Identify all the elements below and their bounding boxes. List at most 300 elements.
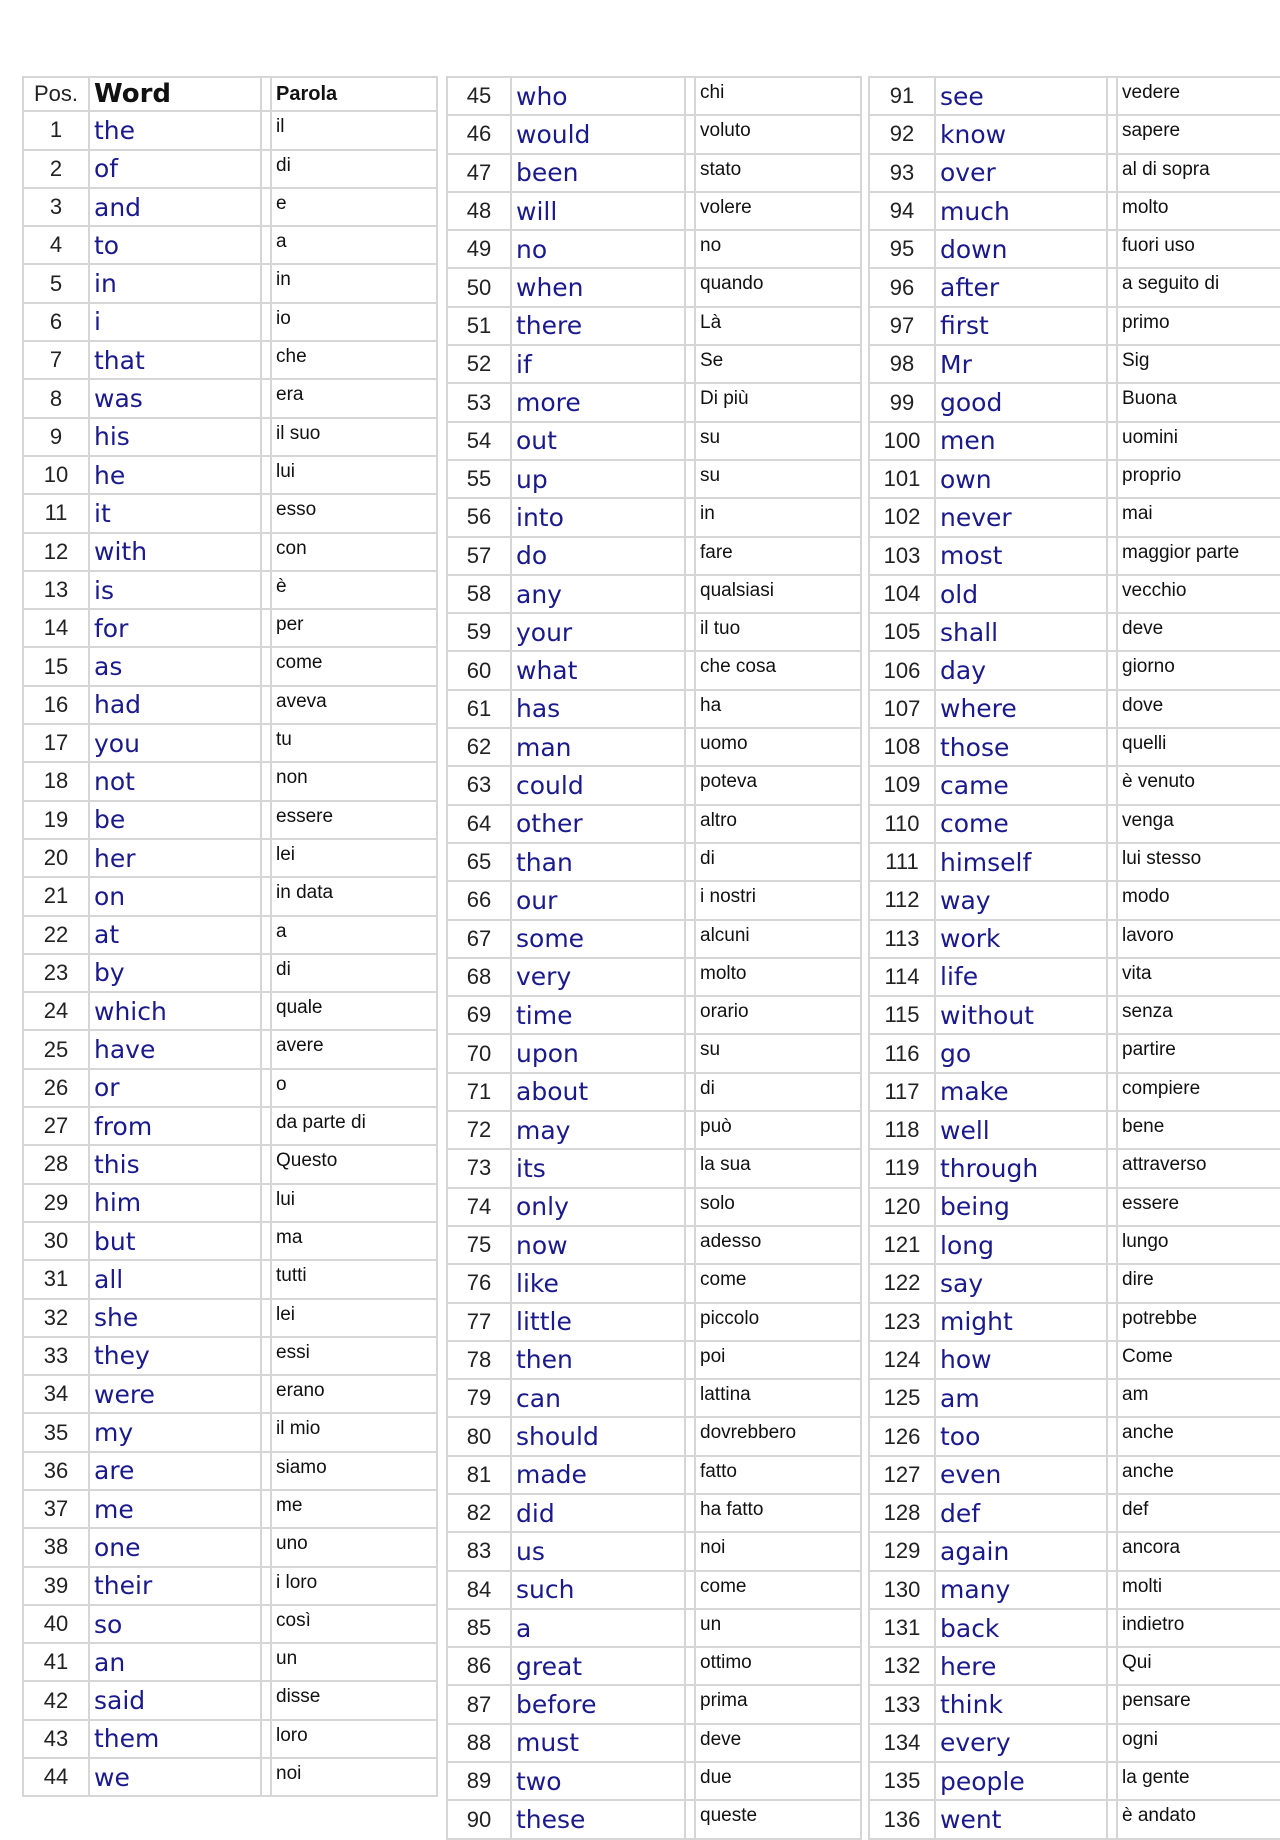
table-row: [869, 881, 1280, 919]
row-english-word: we: [89, 1758, 261, 1796]
table-row: [869, 230, 1280, 268]
row-position: 16: [23, 686, 89, 724]
column-gap: [1107, 1647, 1117, 1685]
row-english-word: are: [89, 1452, 261, 1490]
table-row: [23, 1069, 437, 1107]
row-english-word: for: [89, 609, 261, 647]
row-italian-word: poi: [695, 1341, 861, 1379]
column-gap: [261, 1145, 271, 1183]
row-position: 120: [869, 1188, 935, 1226]
column-gap: [685, 728, 695, 766]
row-position: 115: [869, 996, 935, 1034]
table-row: [447, 345, 861, 383]
table-row: [869, 651, 1280, 689]
column-gap: [261, 418, 271, 456]
row-italian-word: su: [695, 460, 861, 498]
row-position: 77: [447, 1303, 511, 1341]
table-row: [23, 1222, 437, 1260]
column-gap: [261, 1681, 271, 1719]
column-gap: [1107, 1149, 1117, 1187]
row-position: 125: [869, 1379, 935, 1417]
row-position: 2: [23, 150, 89, 188]
row-italian-word: in: [695, 498, 861, 536]
table-row: [23, 1567, 437, 1605]
row-english-word: was: [89, 379, 261, 417]
row-italian-word: la sua: [695, 1149, 861, 1187]
row-italian-word: Di più: [695, 383, 861, 421]
row-position: 117: [869, 1073, 935, 1111]
row-english-word: little: [511, 1303, 685, 1341]
row-position: 95: [869, 230, 935, 268]
row-english-word: where: [935, 690, 1107, 728]
column-gap: [685, 192, 695, 230]
table-row: [447, 1188, 861, 1226]
row-position: 67: [447, 920, 511, 958]
table-row: [23, 264, 437, 302]
column-gap: [685, 1073, 695, 1111]
column-gap: [261, 1758, 271, 1796]
row-position: 97: [869, 307, 935, 345]
row-english-word: were: [89, 1375, 261, 1413]
row-italian-word: può: [695, 1111, 861, 1149]
row-english-word: its: [511, 1149, 685, 1187]
row-english-word: may: [511, 1111, 685, 1149]
row-position: 105: [869, 613, 935, 651]
column-gap: [685, 843, 695, 881]
row-italian-word: giorno: [1117, 651, 1280, 689]
column-gap: [1107, 920, 1117, 958]
row-position: 88: [447, 1724, 511, 1762]
table-row: [23, 1145, 437, 1183]
row-english-word: went: [935, 1800, 1107, 1838]
row-italian-word: lui stesso: [1117, 843, 1280, 881]
row-italian-word: anche: [1117, 1456, 1280, 1494]
row-english-word: again: [935, 1532, 1107, 1570]
row-italian-word: è: [271, 571, 437, 609]
row-position: 23: [23, 954, 89, 992]
row-italian-word: ottimo: [695, 1647, 861, 1685]
row-italian-word: indietro: [1117, 1609, 1280, 1647]
table-row: [23, 1337, 437, 1375]
row-italian-word: piccolo: [695, 1303, 861, 1341]
row-italian-word: che cosa: [695, 651, 861, 689]
table-row: [447, 1456, 861, 1494]
row-position: 32: [23, 1299, 89, 1337]
column-gap: [261, 1452, 271, 1490]
column-gap: [685, 1034, 695, 1072]
column-gap: [261, 1643, 271, 1681]
row-english-word: how: [935, 1341, 1107, 1379]
row-position: 22: [23, 916, 89, 954]
row-italian-word: volere: [695, 192, 861, 230]
row-position: 12: [23, 533, 89, 571]
row-english-word: here: [935, 1647, 1107, 1685]
column-gap: [685, 766, 695, 804]
table-row: [23, 647, 437, 685]
row-english-word: them: [89, 1720, 261, 1758]
table-row: [447, 1111, 861, 1149]
row-italian-word: non: [271, 762, 437, 800]
column-gap: [261, 226, 271, 264]
row-english-word: men: [935, 422, 1107, 460]
column-gap: [261, 571, 271, 609]
row-position: 35: [23, 1413, 89, 1451]
row-italian-word: i loro: [271, 1567, 437, 1605]
table-row: [869, 1188, 1280, 1226]
row-position: 86: [447, 1647, 511, 1685]
row-position: 134: [869, 1724, 935, 1762]
row-english-word: with: [89, 533, 261, 571]
table-row: [23, 1758, 437, 1796]
column-gap: [261, 303, 271, 341]
table-row: [869, 460, 1280, 498]
column-gap: [1107, 1571, 1117, 1609]
column-gap: [685, 383, 695, 421]
row-italian-word: me: [271, 1490, 437, 1528]
row-position: 11: [23, 494, 89, 532]
row-position: 3: [23, 188, 89, 226]
row-english-word: some: [511, 920, 685, 958]
row-italian-word: con: [271, 533, 437, 571]
table-row: [23, 1107, 437, 1145]
row-italian-word: uomini: [1117, 422, 1280, 460]
row-english-word: from: [89, 1107, 261, 1145]
table-row: [869, 1417, 1280, 1455]
row-italian-word: primo: [1117, 307, 1280, 345]
row-position: 96: [869, 268, 935, 306]
row-english-word: than: [511, 843, 685, 881]
column-gap: [261, 686, 271, 724]
row-italian-word: di: [271, 150, 437, 188]
header-italian: Parola: [271, 77, 437, 111]
table-row: [447, 1494, 861, 1532]
row-italian-word: ha fatto: [695, 1494, 861, 1532]
row-italian-word: come: [695, 1264, 861, 1302]
table-row: [447, 805, 861, 843]
row-position: 78: [447, 1341, 511, 1379]
row-english-word: your: [511, 613, 685, 651]
row-position: 39: [23, 1567, 89, 1605]
row-italian-word: ma: [271, 1222, 437, 1260]
row-english-word: what: [511, 651, 685, 689]
column-gap: [685, 1762, 695, 1800]
table-row: [447, 651, 861, 689]
row-italian-word: lui: [271, 456, 437, 494]
column-gap: [261, 77, 271, 111]
table-row: [869, 690, 1280, 728]
row-english-word: way: [935, 881, 1107, 919]
row-position: 135: [869, 1762, 935, 1800]
column-gap: [261, 494, 271, 532]
column-gap: [1107, 1762, 1117, 1800]
row-english-word: man: [511, 728, 685, 766]
row-position: 79: [447, 1379, 511, 1417]
column-gap: [685, 1647, 695, 1685]
row-position: 37: [23, 1490, 89, 1528]
row-position: 44: [23, 1758, 89, 1796]
row-english-word: such: [511, 1571, 685, 1609]
row-italian-word: deve: [1117, 613, 1280, 651]
row-italian-word: siamo: [271, 1452, 437, 1490]
row-position: 104: [869, 575, 935, 613]
table-row: [869, 728, 1280, 766]
row-italian-word: di: [271, 954, 437, 992]
table-row: [447, 1073, 861, 1111]
column-gap: [261, 533, 271, 571]
row-position: 90: [447, 1800, 511, 1838]
row-english-word: to: [89, 226, 261, 264]
row-position: 87: [447, 1685, 511, 1723]
row-english-word: two: [511, 1762, 685, 1800]
table-row: [23, 1528, 437, 1566]
row-english-word: her: [89, 839, 261, 877]
column-gap: [261, 1107, 271, 1145]
table-row: [447, 728, 861, 766]
row-position: 61: [447, 690, 511, 728]
row-italian-word: su: [695, 1034, 861, 1072]
column-gap: [685, 881, 695, 919]
row-english-word: did: [511, 1494, 685, 1532]
column-gap: [1107, 843, 1117, 881]
row-english-word: upon: [511, 1034, 685, 1072]
column-gap: [261, 916, 271, 954]
table-row: [23, 686, 437, 724]
row-position: 70: [447, 1034, 511, 1072]
row-english-word: down: [935, 230, 1107, 268]
table-row: [869, 1226, 1280, 1264]
table-row: [869, 498, 1280, 536]
row-english-word: our: [511, 881, 685, 919]
column-gap: [261, 1260, 271, 1298]
row-english-word: will: [511, 192, 685, 230]
row-english-word: about: [511, 1073, 685, 1111]
row-italian-word: stato: [695, 154, 861, 192]
row-position: 71: [447, 1073, 511, 1111]
table-row: [23, 571, 437, 609]
row-position: 9: [23, 418, 89, 456]
row-position: 50: [447, 268, 511, 306]
table-row: [447, 996, 861, 1034]
table-row: [447, 77, 861, 115]
row-position: 114: [869, 958, 935, 996]
column-gap: [685, 1685, 695, 1723]
row-position: 29: [23, 1184, 89, 1222]
row-position: 72: [447, 1111, 511, 1149]
table-row: [447, 1034, 861, 1072]
row-italian-word: i nostri: [695, 881, 861, 919]
row-position: 98: [869, 345, 935, 383]
column-gap: [1107, 307, 1117, 345]
row-english-word: now: [511, 1226, 685, 1264]
row-position: 99: [869, 383, 935, 421]
row-english-word: him: [89, 1184, 261, 1222]
row-position: 43: [23, 1720, 89, 1758]
row-english-word: into: [511, 498, 685, 536]
table-row: [869, 575, 1280, 613]
row-position: 116: [869, 1034, 935, 1072]
row-position: 7: [23, 341, 89, 379]
table-row: [23, 418, 437, 456]
row-english-word: there: [511, 307, 685, 345]
row-italian-word: due: [695, 1762, 861, 1800]
row-italian-word: lui: [271, 1184, 437, 1222]
row-position: 34: [23, 1375, 89, 1413]
column-gap: [685, 1609, 695, 1647]
row-position: 81: [447, 1456, 511, 1494]
row-italian-word: è andato: [1117, 1800, 1280, 1838]
row-english-word: own: [935, 460, 1107, 498]
row-position: 136: [869, 1800, 935, 1838]
table-row: [23, 341, 437, 379]
table-row: [447, 690, 861, 728]
row-italian-word: come: [271, 647, 437, 685]
row-italian-word: quando: [695, 268, 861, 306]
row-english-word: very: [511, 958, 685, 996]
row-position: 129: [869, 1532, 935, 1570]
header-word: Word: [89, 77, 261, 111]
column-gap: [261, 1299, 271, 1337]
row-english-word: by: [89, 954, 261, 992]
column-gap: [1107, 1609, 1117, 1647]
column-gap: [685, 460, 695, 498]
row-italian-word: lungo: [1117, 1226, 1280, 1264]
table-row: [23, 226, 437, 264]
row-position: 17: [23, 724, 89, 762]
table-row: [869, 1149, 1280, 1187]
row-position: 102: [869, 498, 935, 536]
row-english-word: might: [935, 1303, 1107, 1341]
column-gap: [261, 647, 271, 685]
table-row: [23, 801, 437, 839]
column-gap: [685, 230, 695, 268]
row-italian-word: Là: [695, 307, 861, 345]
row-position: 62: [447, 728, 511, 766]
column-gap: [1107, 77, 1117, 115]
row-english-word: the: [89, 111, 261, 149]
row-english-word: time: [511, 996, 685, 1034]
column-gap: [1107, 1685, 1117, 1723]
column-gap: [1107, 537, 1117, 575]
table-row: [23, 1030, 437, 1068]
table-row: [447, 115, 861, 153]
table-row: [869, 192, 1280, 230]
column-gap: [261, 341, 271, 379]
table-row: [869, 1456, 1280, 1494]
table-row: [23, 724, 437, 762]
row-italian-word: proprio: [1117, 460, 1280, 498]
table-row: [869, 383, 1280, 421]
row-position: 19: [23, 801, 89, 839]
table-row: [447, 1149, 861, 1187]
table-row: [23, 533, 437, 571]
column-gap: [261, 954, 271, 992]
column-gap: [1107, 613, 1117, 651]
row-position: 56: [447, 498, 511, 536]
row-italian-word: sapere: [1117, 115, 1280, 153]
column-gap: [1107, 958, 1117, 996]
row-position: 65: [447, 843, 511, 881]
row-position: 127: [869, 1456, 935, 1494]
row-english-word: long: [935, 1226, 1107, 1264]
table-row: [447, 1685, 861, 1723]
column-gap: [261, 1413, 271, 1451]
row-position: 113: [869, 920, 935, 958]
row-italian-word: per: [271, 609, 437, 647]
table-row: [447, 307, 861, 345]
row-english-word: not: [89, 762, 261, 800]
row-italian-word: mai: [1117, 498, 1280, 536]
row-italian-word: orario: [695, 996, 861, 1034]
row-italian-word: in: [271, 264, 437, 302]
row-italian-word: adesso: [695, 1226, 861, 1264]
row-italian-word: loro: [271, 1720, 437, 1758]
row-english-word: even: [935, 1456, 1107, 1494]
column-gap: [261, 609, 271, 647]
row-english-word: say: [935, 1264, 1107, 1302]
row-position: 21: [23, 877, 89, 915]
column-gap: [685, 1226, 695, 1264]
table-row: [23, 150, 437, 188]
column-gap: [1107, 1341, 1117, 1379]
row-english-word: i: [89, 303, 261, 341]
row-italian-word: alcuni: [695, 920, 861, 958]
table-row: [447, 192, 861, 230]
row-position: 100: [869, 422, 935, 460]
row-english-word: day: [935, 651, 1107, 689]
column-gap: [261, 801, 271, 839]
row-italian-word: su: [695, 422, 861, 460]
column-gap: [261, 150, 271, 188]
table-row: [447, 498, 861, 536]
row-position: 24: [23, 992, 89, 1030]
row-position: 112: [869, 881, 935, 919]
row-english-word: first: [935, 307, 1107, 345]
column-gap: [685, 1494, 695, 1532]
table-row: [869, 1073, 1280, 1111]
table-row: [869, 307, 1280, 345]
row-position: 118: [869, 1111, 935, 1149]
table-row: [23, 839, 437, 877]
row-italian-word: esso: [271, 494, 437, 532]
row-position: 76: [447, 1264, 511, 1302]
row-position: 52: [447, 345, 511, 383]
row-position: 123: [869, 1303, 935, 1341]
row-english-word: came: [935, 766, 1107, 804]
row-english-word: be: [89, 801, 261, 839]
table-row: [23, 494, 437, 532]
column-gap: [261, 724, 271, 762]
row-position: 133: [869, 1685, 935, 1723]
row-italian-word: lavoro: [1117, 920, 1280, 958]
column-gap: [261, 1720, 271, 1758]
row-english-word: is: [89, 571, 261, 609]
row-position: 85: [447, 1609, 511, 1647]
table-row: [23, 188, 437, 226]
row-italian-word: Sig: [1117, 345, 1280, 383]
row-italian-word: un: [695, 1609, 861, 1647]
table-row: [23, 609, 437, 647]
row-english-word: could: [511, 766, 685, 804]
row-italian-word: lei: [271, 1299, 437, 1337]
table-row: [447, 1226, 861, 1264]
row-italian-word: di: [695, 1073, 861, 1111]
row-position: 20: [23, 839, 89, 877]
row-italian-word: deve: [695, 1724, 861, 1762]
row-italian-word: così: [271, 1605, 437, 1643]
row-english-word: who: [511, 77, 685, 115]
column-gap: [1107, 192, 1117, 230]
row-italian-word: disse: [271, 1681, 437, 1719]
